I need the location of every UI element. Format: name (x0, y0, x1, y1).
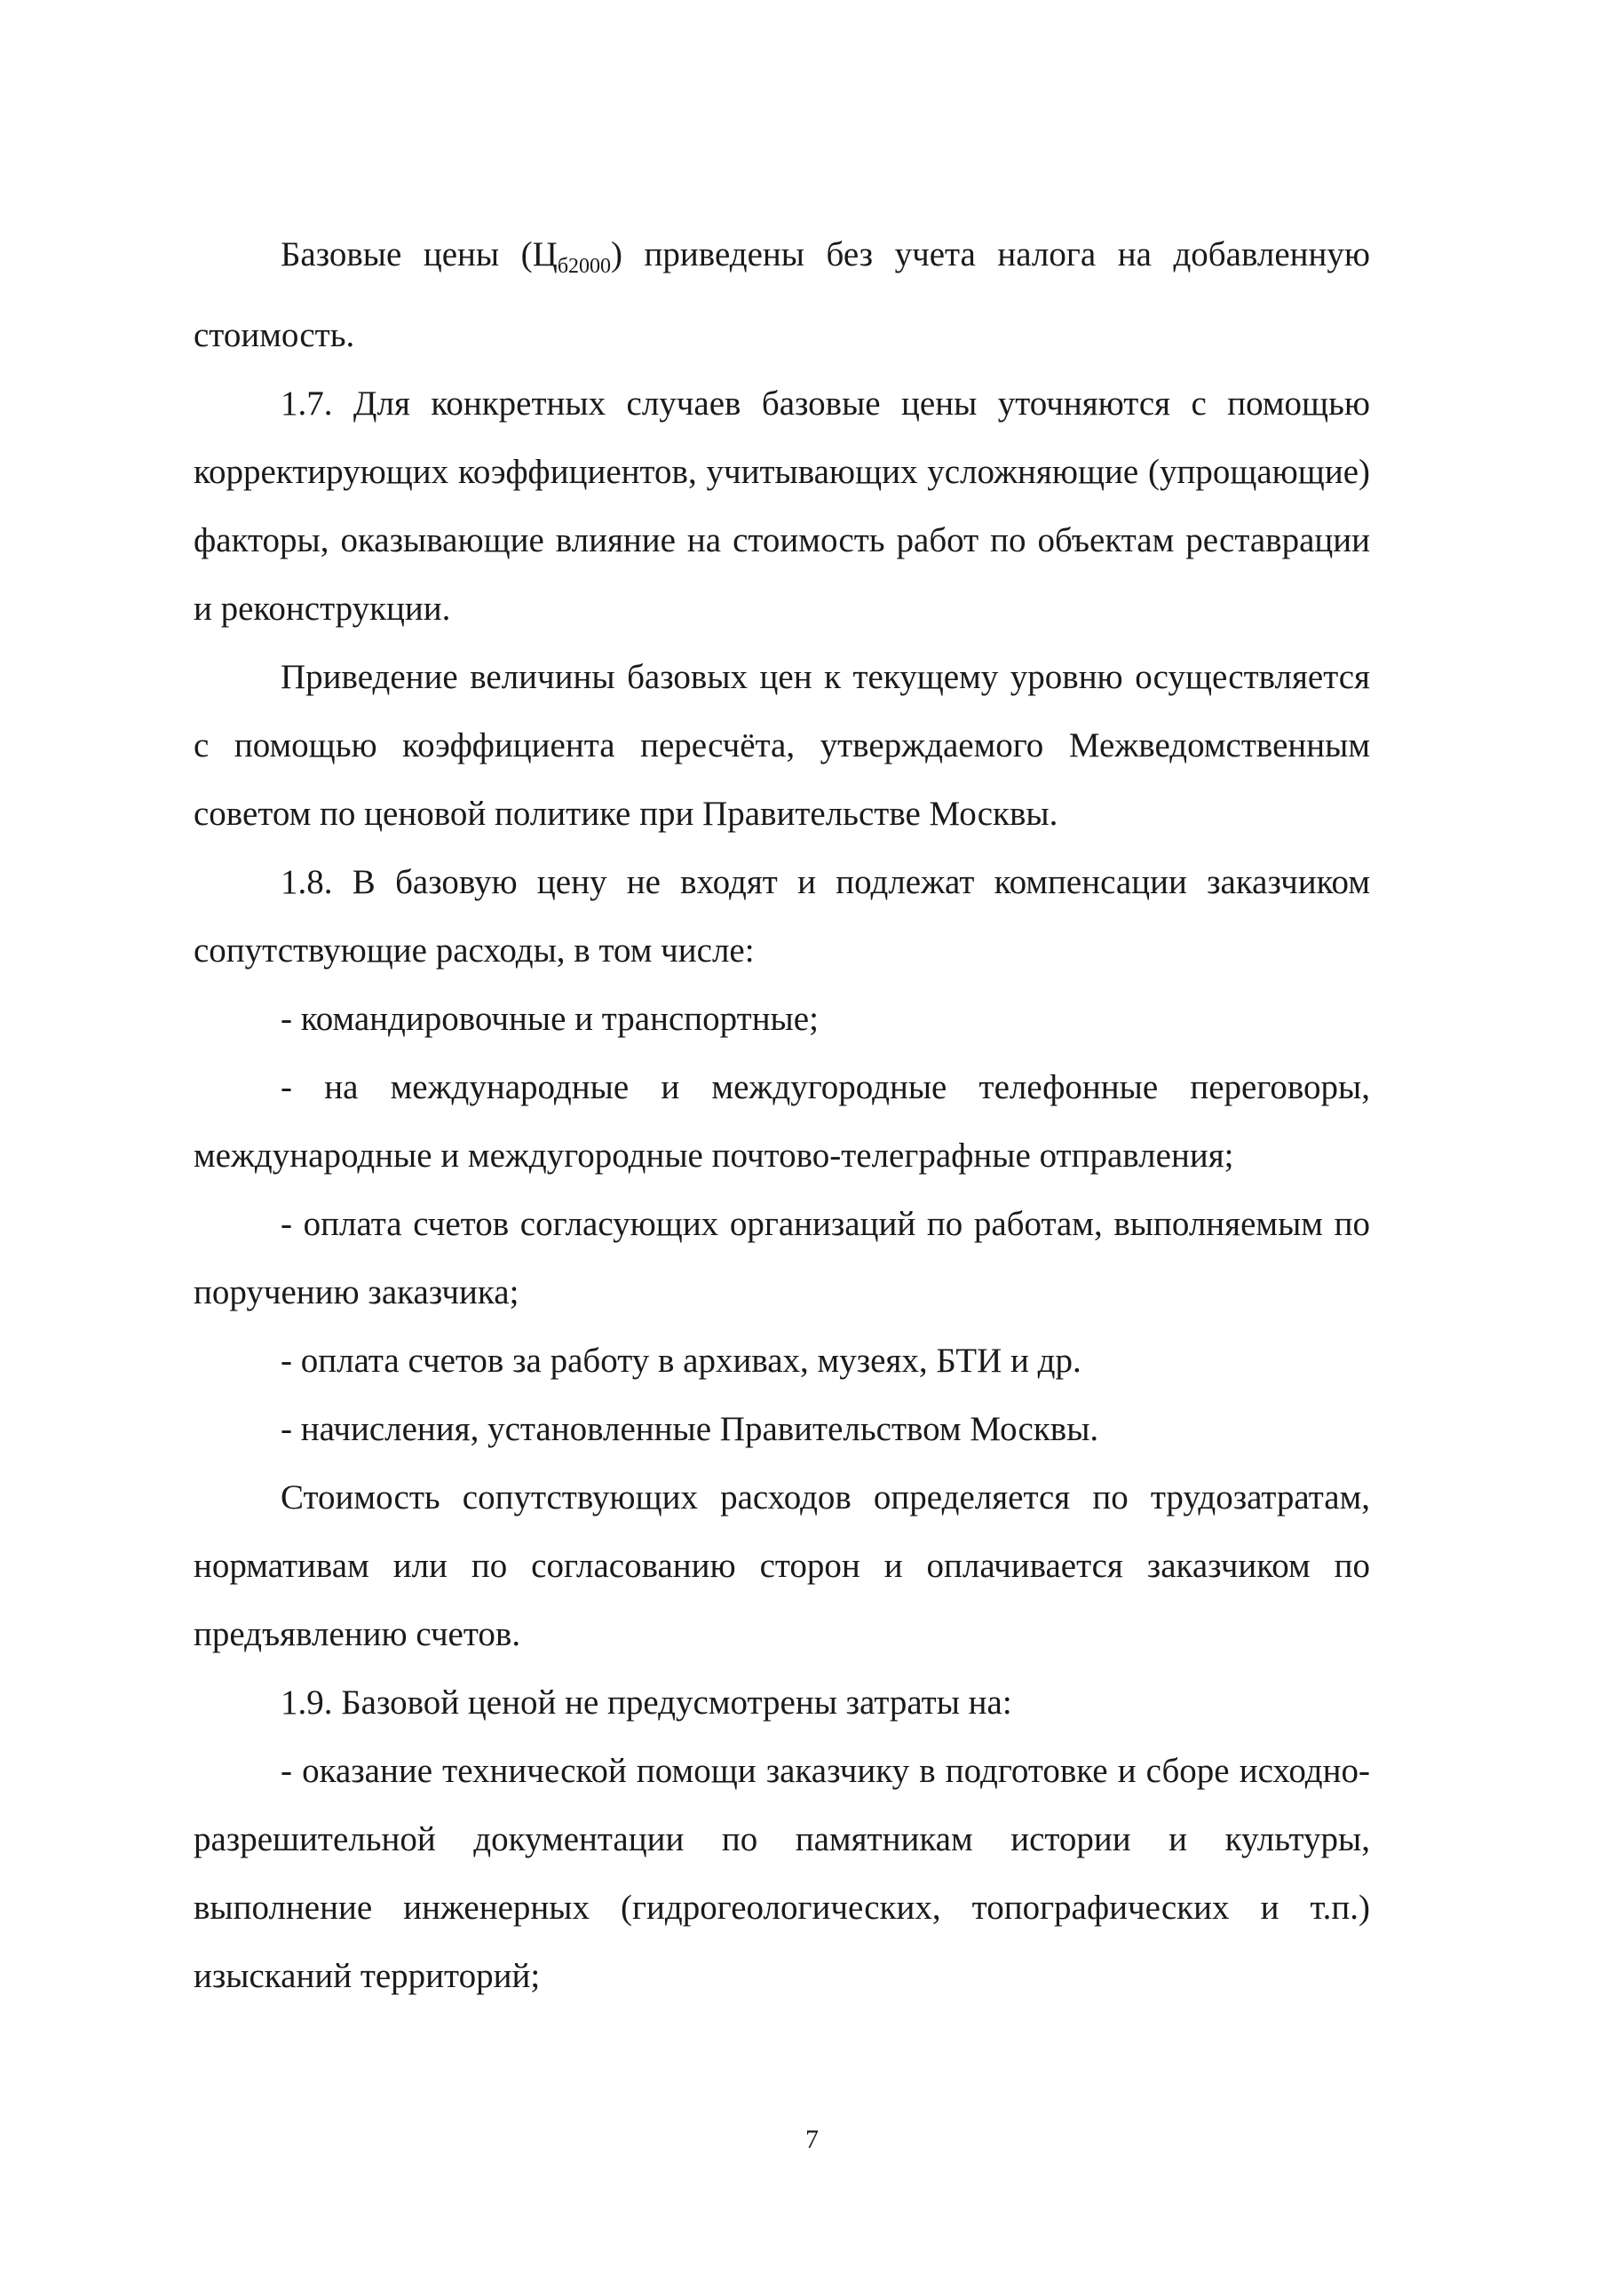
list-item-telephone: - на международные и междугородные телефонные переговоры, международные и междугородные почтово-телеграфные отправления; (194, 1068, 1370, 1175)
paragraph-text: Базовые цены (Ц (281, 235, 558, 273)
list-item-archives: - оплата счетов за работу в архивах, музеях, БТИ и др. (281, 1342, 1081, 1380)
list-item-approvals: - оплата счетов согласующих организаций по работам, выполняемым по поручению заказчика; (194, 1205, 1370, 1311)
paragraph-text: ) приведены без учета налога на добавленную стоимость. (194, 235, 1371, 354)
page-number: 7 (805, 2125, 819, 2154)
paragraph-1-9: 1.9. Базовой ценой не предусмотрены затраты на: (281, 1683, 1012, 1722)
paragraph-related-costs: Стоимость сопутствующих расходов определяется по трудозатратам, нормативам или по согласованию сторон и оплачивается заказчиком по предъявлению счетов. (194, 1478, 1370, 1653)
paragraph-base-prices-vat (194, 220, 1370, 369)
list-item-charges: - начисления, установленные Правительством Москвы. (281, 1410, 1099, 1448)
paragraph-1-8: 1.8. В базовую цену не входят и подлежат компенсации заказчиком сопутствующие расходы, в том числе: (194, 863, 1370, 970)
paragraph-1-7: 1.7. Для конкретных случаев базовые цены уточняются с помощью корректирующих коэффициентов, учитывающих усложняющие (упрощающие) факторы, оказывающие влияние на стоимость работ по объектам реставрации и реконструкции. (194, 384, 1370, 628)
price-index-subscript: б2000 (557, 255, 612, 278)
document-body (194, 220, 1370, 2010)
list-item-travel: - командировочные и транспортные; (281, 1000, 819, 1038)
paragraph-conversion-coefficient: Приведение величины базовых цен к текущему уровню осуществляется с помощью коэффициента пересчёта, утверждаемого Межведомственным советом по ценовой политике при Правительстве Москвы. (194, 658, 1370, 833)
list-item-technical-assistance: - оказание технической помощи заказчику в подготовке и сборе исходно-разрешительной документации по памятникам истории и культуры, выполнение инженерных (гидрогеологических, топографических и т.п.) изысканий территорий; (194, 1752, 1370, 1995)
